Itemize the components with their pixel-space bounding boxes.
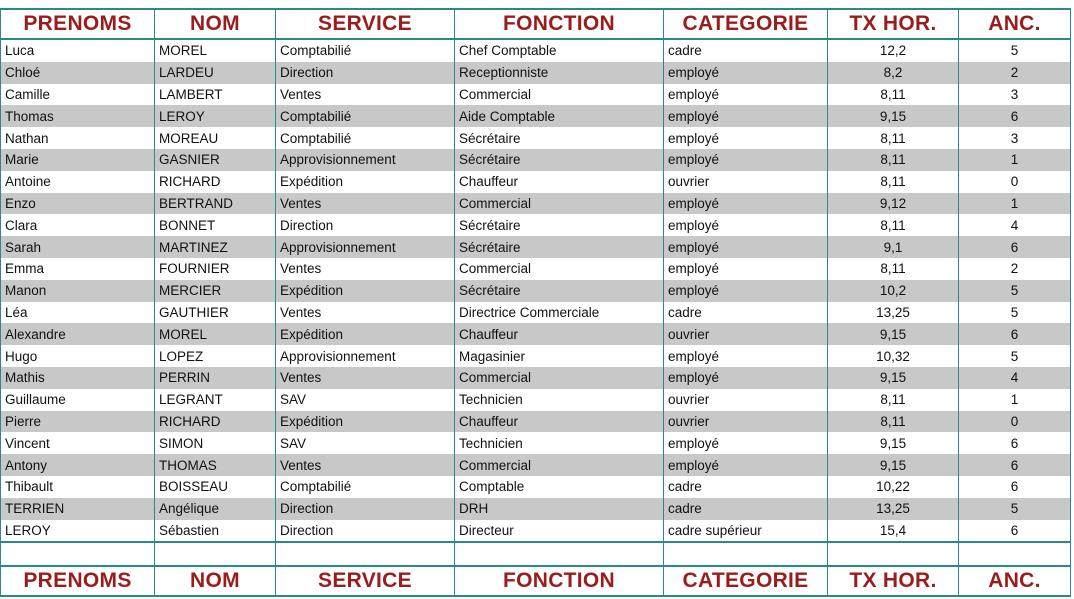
- cell-service[interactable]: Ventes: [276, 193, 455, 215]
- cell-anc[interactable]: 1: [959, 193, 1071, 215]
- cell-categorie[interactable]: employé: [664, 62, 828, 84]
- cell-categorie[interactable]: employé: [664, 105, 828, 127]
- cell-categorie[interactable]: employé: [664, 345, 828, 367]
- table-row: [1, 193, 1071, 215]
- footer-header-row: [1, 566, 1071, 596]
- footer-header-prenoms[interactable]: PRENOMS: [1, 566, 155, 596]
- cell-fonction[interactable]: Sécrétaire: [455, 149, 664, 171]
- table-row: [1, 258, 1071, 280]
- cell-tx-hor[interactable]: 9,15: [828, 454, 959, 476]
- cell-nom[interactable]: MOREAU: [155, 127, 276, 149]
- blank-row: [1, 542, 1071, 566]
- cell-service[interactable]: Ventes: [276, 84, 455, 106]
- table-row: [1, 39, 1071, 62]
- cell-service[interactable]: Approvisionnement: [276, 149, 455, 171]
- cell-fonction[interactable]: Technicien: [455, 389, 664, 411]
- cell-categorie[interactable]: cadre: [664, 476, 828, 498]
- footer-header-nom[interactable]: NOM: [155, 566, 276, 596]
- blank-cell[interactable]: [276, 542, 455, 566]
- cell-anc[interactable]: 3: [959, 84, 1071, 106]
- cell-nom[interactable]: PERRIN: [155, 367, 276, 389]
- cell-categorie[interactable]: ouvrier: [664, 389, 828, 411]
- header-row: [1, 9, 1071, 39]
- cell-nom[interactable]: BONNET: [155, 214, 276, 236]
- cell-tx-hor[interactable]: 10,2: [828, 280, 959, 302]
- cell-anc[interactable]: 0: [959, 411, 1071, 433]
- cell-anc[interactable]: 2: [959, 62, 1071, 84]
- cell-tx-hor[interactable]: 9,15: [828, 432, 959, 454]
- cell-prenom[interactable]: Manon: [1, 280, 155, 302]
- cell-service[interactable]: Expédition: [276, 411, 455, 433]
- cell-service[interactable]: Ventes: [276, 302, 455, 324]
- cell-nom[interactable]: Angélique: [155, 498, 276, 520]
- cell-service[interactable]: Expédition: [276, 323, 455, 345]
- cell-service[interactable]: Approvisionnement: [276, 345, 455, 367]
- cell-anc[interactable]: 5: [959, 498, 1071, 520]
- cell-categorie[interactable]: employé: [664, 236, 828, 258]
- spreadsheet-table: [0, 8, 1071, 597]
- cell-prenom[interactable]: Mathis: [1, 367, 155, 389]
- cell-tx-hor[interactable]: 8,11: [828, 171, 959, 193]
- cell-service[interactable]: SAV: [276, 432, 455, 454]
- cell-categorie[interactable]: employé: [664, 193, 828, 215]
- cell-tx-hor[interactable]: 8,11: [828, 127, 959, 149]
- cell-tx-hor[interactable]: 9,1: [828, 236, 959, 258]
- table-row: [1, 454, 1071, 476]
- table-row: [1, 476, 1071, 498]
- cell-tx-hor[interactable]: 13,25: [828, 498, 959, 520]
- blank-cell[interactable]: [155, 542, 276, 566]
- table-row: [1, 520, 1071, 543]
- footer-header-anc[interactable]: ANC.: [959, 566, 1071, 596]
- cell-anc[interactable]: 6: [959, 476, 1071, 498]
- cell-nom[interactable]: RICHARD: [155, 411, 276, 433]
- cell-nom[interactable]: MOREL: [155, 323, 276, 345]
- cell-nom[interactable]: MARTINEZ: [155, 236, 276, 258]
- cell-tx-hor[interactable]: 8,11: [828, 149, 959, 171]
- header-service[interactable]: SERVICE: [276, 9, 455, 39]
- cell-fonction[interactable]: Sécrétaire: [455, 214, 664, 236]
- cell-anc[interactable]: 1: [959, 149, 1071, 171]
- cell-anc[interactable]: 5: [959, 280, 1071, 302]
- table-row: [1, 236, 1071, 258]
- blank-cell[interactable]: [828, 542, 959, 566]
- cell-nom[interactable]: RICHARD: [155, 171, 276, 193]
- cell-nom[interactable]: GASNIER: [155, 149, 276, 171]
- cell-prenom[interactable]: Alexandre: [1, 323, 155, 345]
- table-row: [1, 367, 1071, 389]
- table-row: [1, 411, 1071, 433]
- cell-fonction[interactable]: Commercial: [455, 84, 664, 106]
- cell-fonction[interactable]: Commercial: [455, 258, 664, 280]
- cell-prenom[interactable]: Vincent: [1, 432, 155, 454]
- table-row: [1, 498, 1071, 520]
- cell-prenom[interactable]: Marie: [1, 149, 155, 171]
- cell-fonction[interactable]: Sécrétaire: [455, 236, 664, 258]
- table-row: [1, 389, 1071, 411]
- cell-service[interactable]: Comptabilié: [276, 39, 455, 62]
- header-nom[interactable]: NOM: [155, 9, 276, 39]
- cell-nom[interactable]: MOREL: [155, 39, 276, 62]
- header-tx-hor[interactable]: TX HOR.: [828, 9, 959, 39]
- table-row: [1, 149, 1071, 171]
- cell-nom[interactable]: LAMBERT: [155, 84, 276, 106]
- header-categorie[interactable]: CATEGORIE: [664, 9, 828, 39]
- cell-tx-hor[interactable]: 8,11: [828, 411, 959, 433]
- cell-prenom[interactable]: Emma: [1, 258, 155, 280]
- cell-prenom[interactable]: Hugo: [1, 345, 155, 367]
- cell-service[interactable]: Comptabilié: [276, 476, 455, 498]
- cell-prenom[interactable]: Sarah: [1, 236, 155, 258]
- cell-fonction[interactable]: DRH: [455, 498, 664, 520]
- cell-tx-hor[interactable]: 8,11: [828, 258, 959, 280]
- cell-fonction[interactable]: Directeur: [455, 520, 664, 543]
- cell-tx-hor[interactable]: 15,4: [828, 520, 959, 543]
- cell-nom[interactable]: LEROY: [155, 105, 276, 127]
- cell-anc[interactable]: 6: [959, 236, 1071, 258]
- cell-fonction[interactable]: Sécrétaire: [455, 280, 664, 302]
- cell-categorie[interactable]: cadre supérieur: [664, 520, 828, 543]
- cell-fonction[interactable]: Directrice Commerciale: [455, 302, 664, 324]
- table-body: [1, 39, 1071, 596]
- cell-anc[interactable]: 0: [959, 171, 1071, 193]
- table-row: [1, 84, 1071, 106]
- cell-prenom[interactable]: Clara: [1, 214, 155, 236]
- cell-service[interactable]: Direction: [276, 498, 455, 520]
- cell-prenom[interactable]: Antoine: [1, 171, 155, 193]
- cell-service[interactable]: Ventes: [276, 454, 455, 476]
- cell-prenom[interactable]: Pierre: [1, 411, 155, 433]
- cell-nom[interactable]: THOMAS: [155, 454, 276, 476]
- cell-categorie[interactable]: cadre: [664, 498, 828, 520]
- cell-service[interactable]: Ventes: [276, 258, 455, 280]
- cell-fonction[interactable]: Commercial: [455, 367, 664, 389]
- cell-anc[interactable]: 5: [959, 345, 1071, 367]
- cell-anc[interactable]: 4: [959, 214, 1071, 236]
- cell-nom[interactable]: BOISSEAU: [155, 476, 276, 498]
- cell-tx-hor[interactable]: 10,22: [828, 476, 959, 498]
- cell-fonction[interactable]: Magasinier: [455, 345, 664, 367]
- table-row: [1, 62, 1071, 84]
- cell-service[interactable]: Direction: [276, 214, 455, 236]
- cell-tx-hor[interactable]: 13,25: [828, 302, 959, 324]
- cell-anc[interactable]: 6: [959, 323, 1071, 345]
- cell-anc[interactable]: 1: [959, 389, 1071, 411]
- cell-tx-hor[interactable]: 8,2: [828, 62, 959, 84]
- cell-service[interactable]: Comptabilié: [276, 127, 455, 149]
- cell-nom[interactable]: LARDEU: [155, 62, 276, 84]
- cell-nom[interactable]: SIMON: [155, 432, 276, 454]
- cell-nom[interactable]: BERTRAND: [155, 193, 276, 215]
- cell-service[interactable]: Ventes: [276, 367, 455, 389]
- cell-tx-hor[interactable]: 8,11: [828, 214, 959, 236]
- table-row: [1, 214, 1071, 236]
- cell-fonction[interactable]: Chef Comptable: [455, 39, 664, 62]
- cell-service[interactable]: Comptabilié: [276, 105, 455, 127]
- blank-cell[interactable]: [1, 542, 155, 566]
- cell-prenom[interactable]: Thomas: [1, 105, 155, 127]
- cell-fonction[interactable]: Comptable: [455, 476, 664, 498]
- blank-cell[interactable]: [664, 542, 828, 566]
- cell-categorie[interactable]: cadre: [664, 302, 828, 324]
- cell-service[interactable]: Expédition: [276, 171, 455, 193]
- cell-tx-hor[interactable]: 9,12: [828, 193, 959, 215]
- table-row: [1, 302, 1071, 324]
- cell-categorie[interactable]: ouvrier: [664, 411, 828, 433]
- header-prenoms[interactable]: PRENOMS: [1, 9, 155, 39]
- cell-service[interactable]: SAV: [276, 389, 455, 411]
- cell-fonction[interactable]: Commercial: [455, 454, 664, 476]
- cell-fonction[interactable]: Receptionniste: [455, 62, 664, 84]
- cell-prenom[interactable]: LEROY: [1, 520, 155, 543]
- cell-categorie[interactable]: ouvrier: [664, 323, 828, 345]
- cell-prenom[interactable]: Antony: [1, 454, 155, 476]
- cell-tx-hor[interactable]: 8,11: [828, 389, 959, 411]
- footer-header-categorie[interactable]: CATEGORIE: [664, 566, 828, 596]
- cell-prenom[interactable]: Enzo: [1, 193, 155, 215]
- cell-service[interactable]: Approvisionnement: [276, 236, 455, 258]
- cell-anc[interactable]: 4: [959, 367, 1071, 389]
- cell-prenom[interactable]: Luca: [1, 39, 155, 62]
- cell-prenom[interactable]: Léa: [1, 302, 155, 324]
- cell-fonction[interactable]: Chauffeur: [455, 411, 664, 433]
- cell-categorie[interactable]: employé: [664, 367, 828, 389]
- cell-anc[interactable]: 5: [959, 39, 1071, 62]
- header-anc[interactable]: ANC.: [959, 9, 1071, 39]
- cell-nom[interactable]: LOPEZ: [155, 345, 276, 367]
- footer-header-service[interactable]: SERVICE: [276, 566, 455, 596]
- cell-categorie[interactable]: employé: [664, 84, 828, 106]
- table-row: [1, 280, 1071, 302]
- cell-categorie[interactable]: employé: [664, 149, 828, 171]
- cell-tx-hor[interactable]: 12,2: [828, 39, 959, 62]
- cell-prenom[interactable]: Chloé: [1, 62, 155, 84]
- blank-cell[interactable]: [959, 542, 1071, 566]
- cell-categorie[interactable]: employé: [664, 127, 828, 149]
- header-fonction[interactable]: FONCTION: [455, 9, 664, 39]
- cell-tx-hor[interactable]: 9,15: [828, 323, 959, 345]
- table-row: [1, 105, 1071, 127]
- cell-service[interactable]: Direction: [276, 62, 455, 84]
- table-row: [1, 432, 1071, 454]
- cell-service[interactable]: Direction: [276, 520, 455, 543]
- cell-anc[interactable]: 3: [959, 127, 1071, 149]
- cell-anc[interactable]: 5: [959, 302, 1071, 324]
- cell-nom[interactable]: GAUTHIER: [155, 302, 276, 324]
- cell-fonction[interactable]: Sécrétaire: [455, 127, 664, 149]
- cell-tx-hor[interactable]: 9,15: [828, 367, 959, 389]
- cell-categorie[interactable]: employé: [664, 432, 828, 454]
- table-row: [1, 345, 1071, 367]
- cell-anc[interactable]: 6: [959, 105, 1071, 127]
- blank-cell[interactable]: [455, 542, 664, 566]
- cell-fonction[interactable]: Chauffeur: [455, 171, 664, 193]
- table-row: [1, 323, 1071, 345]
- cell-fonction[interactable]: Commercial: [455, 193, 664, 215]
- cell-prenom[interactable]: TERRIEN: [1, 498, 155, 520]
- cell-service[interactable]: Expédition: [276, 280, 455, 302]
- cell-nom[interactable]: LEGRANT: [155, 389, 276, 411]
- cell-prenom[interactable]: Thibault: [1, 476, 155, 498]
- cell-anc[interactable]: 6: [959, 454, 1071, 476]
- cell-nom[interactable]: FOURNIER: [155, 258, 276, 280]
- table-row: [1, 127, 1071, 149]
- cell-anc[interactable]: 2: [959, 258, 1071, 280]
- cell-prenom[interactable]: Guillaume: [1, 389, 155, 411]
- cell-nom[interactable]: MERCIER: [155, 280, 276, 302]
- cell-anc[interactable]: 6: [959, 432, 1071, 454]
- footer-header-fonction[interactable]: FONCTION: [455, 566, 664, 596]
- cell-tx-hor[interactable]: 8,11: [828, 84, 959, 106]
- cell-categorie[interactable]: ouvrier: [664, 171, 828, 193]
- cell-categorie[interactable]: employé: [664, 214, 828, 236]
- cell-categorie[interactable]: employé: [664, 258, 828, 280]
- cell-nom[interactable]: Sébastien: [155, 520, 276, 543]
- cell-fonction[interactable]: Aide Comptable: [455, 105, 664, 127]
- cell-prenom[interactable]: Nathan: [1, 127, 155, 149]
- cell-fonction[interactable]: Technicien: [455, 432, 664, 454]
- cell-categorie[interactable]: employé: [664, 280, 828, 302]
- footer-header-tx-hor[interactable]: TX HOR.: [828, 566, 959, 596]
- cell-prenom[interactable]: Camille: [1, 84, 155, 106]
- cell-fonction[interactable]: Chauffeur: [455, 323, 664, 345]
- table-row: [1, 171, 1071, 193]
- cell-categorie[interactable]: employé: [664, 454, 828, 476]
- cell-categorie[interactable]: cadre: [664, 39, 828, 62]
- cell-tx-hor[interactable]: 10,32: [828, 345, 959, 367]
- cell-tx-hor[interactable]: 9,15: [828, 105, 959, 127]
- cell-anc[interactable]: 6: [959, 520, 1071, 543]
